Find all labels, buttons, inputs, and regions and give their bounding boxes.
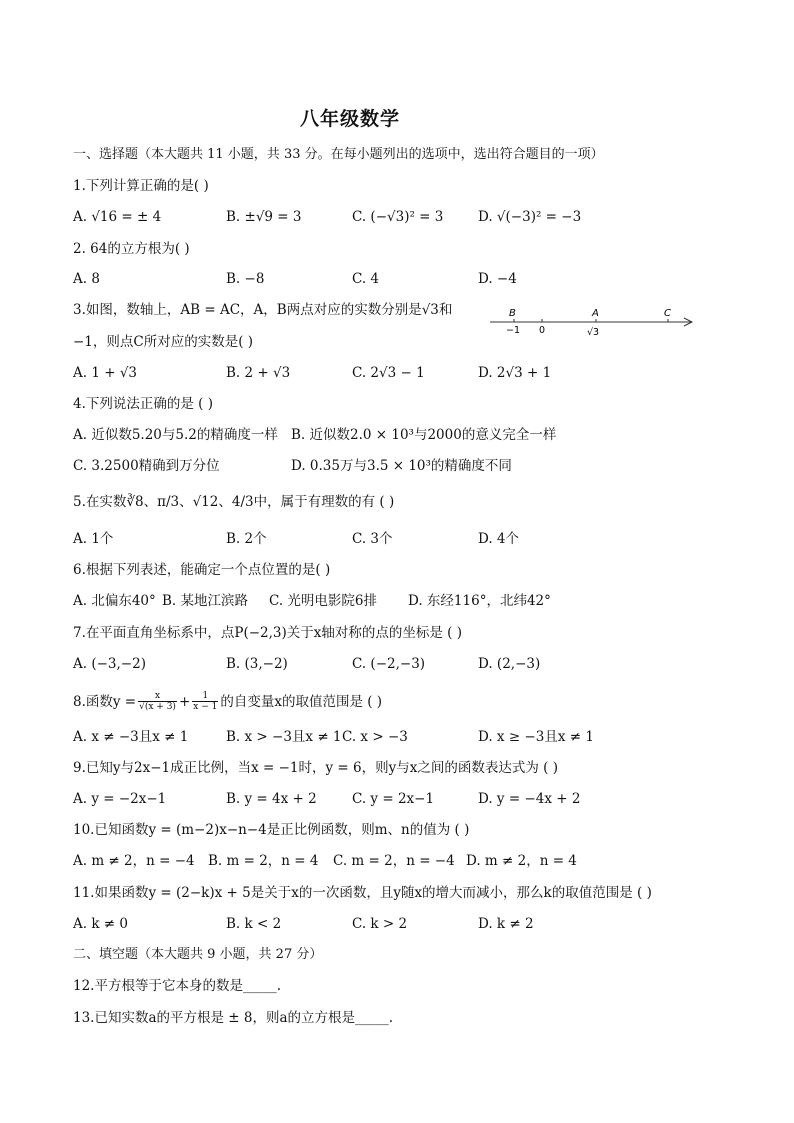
q10-option-b[interactable]: B. m = 2，n = 4 <box>208 853 319 869</box>
q9-option-a[interactable]: A. y = −2x−1 <box>73 791 167 807</box>
q5-option-b[interactable]: B. 2个 <box>226 531 267 547</box>
q8-option-c[interactable]: C. x > −3 <box>342 729 408 745</box>
q3-option-a[interactable]: A. 1 + √3 <box>73 365 138 381</box>
point-a-label: A <box>592 308 599 319</box>
page-title: 八年级数学 <box>299 108 400 130</box>
q6-option-a[interactable]: A. 北偏东40° <box>73 593 156 609</box>
q7-option-c[interactable]: C. (−2,−3) <box>352 656 426 672</box>
number-line-svg <box>488 302 698 342</box>
point-b-label: B <box>509 308 516 319</box>
q8-fraction-1-numerator: x <box>155 691 161 701</box>
q5-option-c[interactable]: C. 3个 <box>352 531 393 547</box>
question-2-stem: 2. 64的立方根为( ) <box>73 241 190 257</box>
question-13-stem: 13.已知实数a的平方根是 ± 8，则a的立方根是_____. <box>73 1010 394 1026</box>
q1-option-d[interactable]: D. √(−3)² = −3 <box>478 209 582 225</box>
question-8-stem <box>73 691 382 712</box>
q3-option-b[interactable]: B. 2 + √3 <box>226 365 291 381</box>
q7-option-d[interactable]: D. (2,−3) <box>478 656 541 672</box>
q8-option-b[interactable]: B. x > −3且x ≠ 1 <box>226 729 342 745</box>
q6-option-b[interactable]: B. 某地江滨路 <box>162 593 249 609</box>
question-1-stem: 1.下列计算正确的是( ) <box>73 178 209 194</box>
q6-option-c[interactable]: C. 光明电影院6排 <box>269 593 378 609</box>
q9-option-c[interactable]: C. y = 2x−1 <box>352 791 435 807</box>
section-fill-heading: 二、填空题（本大题共 9 小题，共 27 分） <box>73 947 323 962</box>
q9-option-b[interactable]: B. y = 4x + 2 <box>226 791 317 807</box>
q8-option-a[interactable]: A. x ≠ −3且x ≠ 1 <box>73 729 189 745</box>
q10-option-a[interactable]: A. m ≠ 2，n = −4 <box>73 853 195 869</box>
q11-option-c[interactable]: C. k > 2 <box>352 916 408 932</box>
section-choice-heading: 一、选择题（本大题共 11 小题，共 33 分。在每小题列出的选项中，选出符合题目的一项） <box>73 147 604 162</box>
q11-option-d[interactable]: D. k ≠ 2 <box>478 916 534 932</box>
q4-option-a[interactable]: A. 近似数5.20与5.2的精确度一样 <box>73 427 278 443</box>
q10-option-c[interactable]: C. m = 2，n = −4 <box>333 853 455 869</box>
q8-stem-suffix: 的自变量x的取值范围是 ( ) <box>220 693 383 710</box>
tick-label-neg-one: −1 <box>506 325 521 336</box>
question-3-stem: 3.如图，数轴上，AB = AC，A，B两点对应的实数分别是√3和 <box>73 302 453 318</box>
question-6-stem: 6.根据下列表述，能确定一个点位置的是( ) <box>73 562 331 578</box>
q5-option-d[interactable]: D. 4个 <box>478 531 520 547</box>
q8-fraction-2-denominator: x − 1 <box>193 702 218 712</box>
q7-option-b[interactable]: B. (3,−2) <box>226 656 288 672</box>
question-12-stem: 12.平方根等于它本身的数是_____. <box>73 978 282 994</box>
q9-option-d[interactable]: D. y = −4x + 2 <box>478 791 581 807</box>
q4-option-d[interactable]: D. 0.35万与3.5 × 10³的精确度不同 <box>291 458 512 474</box>
q3-option-c[interactable]: C. 2√3 − 1 <box>352 365 425 381</box>
q10-option-d[interactable]: D. m ≠ 2，n = 4 <box>466 853 577 869</box>
question-11-stem: 11.如果函数y = (2−k)x + 5是关于x的一次函数，且y随x的增大而减小，那么k的取值范围是 ( ) <box>73 885 652 901</box>
q8-plus-sign: + <box>178 693 191 710</box>
question-4-stem: 4.下列说法正确的是 ( ) <box>73 396 213 412</box>
question-3-stem-continued: −1，则点C所对应的实数是( ) <box>73 334 254 350</box>
q11-option-b[interactable]: B. k < 2 <box>226 916 282 932</box>
q2-option-a[interactable]: A. 8 <box>73 271 100 287</box>
q8-fraction-2 <box>192 691 218 712</box>
q2-option-d[interactable]: D. −4 <box>478 271 517 287</box>
tick-label-sqrt3: √3 <box>587 327 600 338</box>
question-9-stem: 9.已知y与2x−1成正比例，当x = −1时，y = 6，则y与x之间的函数表达式为 ( ) <box>73 760 558 776</box>
q8-fraction-2-numerator: 1 <box>202 691 209 701</box>
q6-option-d[interactable]: D. 东经116°，北纬42° <box>408 593 551 609</box>
question-7-stem: 7.在平面直角坐标系中，点P(−2,3)关于x轴对称的点的坐标是 ( ) <box>73 625 463 641</box>
q4-option-c[interactable]: C. 3.2500精确到万分位 <box>73 458 220 474</box>
tick-label-zero: 0 <box>539 325 546 336</box>
point-c-label: C <box>664 308 671 319</box>
q2-option-c[interactable]: C. 4 <box>352 271 380 287</box>
q11-option-a[interactable]: A. k ≠ 0 <box>73 916 128 932</box>
q1-option-b[interactable]: B. ±√9 = 3 <box>226 209 302 225</box>
q1-option-a[interactable]: A. √16 = ± 4 <box>73 209 162 225</box>
q4-option-b[interactable]: B. 近似数2.0 × 10³与2000的意义完全一样 <box>291 427 557 443</box>
q8-stem-prefix: 8.函数y = <box>73 693 137 710</box>
question-5-stem: 5.在实数∛8、π/3、√12、4/3中，属于有理数的有 ( ) <box>73 494 395 510</box>
q5-option-a[interactable]: A. 1个 <box>73 531 114 547</box>
q1-option-c[interactable]: C. (−√3)² = 3 <box>352 209 444 225</box>
q2-option-b[interactable]: B. −8 <box>226 271 265 287</box>
q8-fraction-1-denominator: √(x + 3) <box>139 702 176 712</box>
q3-option-d[interactable]: D. 2√3 + 1 <box>478 365 552 381</box>
number-line-figure <box>488 302 698 342</box>
q8-option-d[interactable]: D. x ≥ −3且x ≠ 1 <box>478 729 594 745</box>
question-10-stem: 10.已知函数y = (m−2)x−n−4是正比例函数，则m、n的值为 ( ) <box>73 822 470 838</box>
q8-fraction-1 <box>138 691 177 712</box>
q7-option-a[interactable]: A. (−3,−2) <box>73 656 146 672</box>
